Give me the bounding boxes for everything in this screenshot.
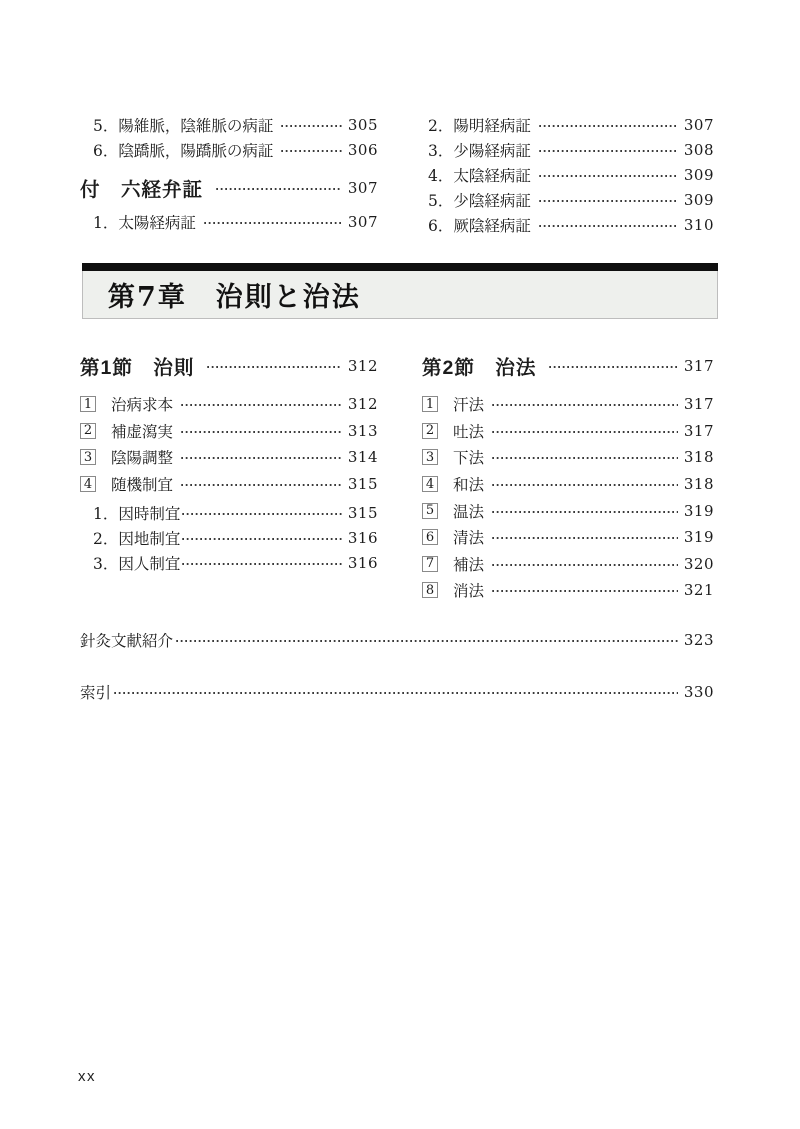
toc-row	[422, 471, 714, 498]
toc-page-number: 317	[683, 357, 714, 375]
toc-row	[80, 471, 378, 498]
toc-page-number: 305	[347, 115, 378, 134]
toc-page-number: 321	[683, 581, 714, 600]
toc-row	[422, 137, 714, 162]
dot-leader	[180, 478, 342, 490]
chapter-banner	[82, 263, 718, 319]
toc-upper-block	[80, 112, 714, 237]
item-number-box: 6	[422, 529, 438, 545]
toc-page-number: 316	[347, 528, 378, 547]
toc-entry-label: 1．因時制宜	[93, 504, 181, 523]
toc-row	[80, 682, 714, 702]
toc-row	[422, 444, 714, 471]
item-number-box: 3	[422, 449, 438, 465]
toc-page-number: 317	[683, 395, 714, 414]
dot-leader	[538, 219, 678, 231]
toc-page-number: 314	[347, 448, 378, 467]
dot-leader	[538, 119, 678, 131]
toc-page-number: 310	[683, 215, 714, 234]
toc-page-number: 330	[683, 683, 714, 701]
toc-bottom-entries	[80, 630, 714, 702]
toc-entry-label: 和法	[453, 476, 485, 495]
toc-page-number: 307	[347, 178, 378, 197]
toc-entry-label: 3．因人制宜	[93, 554, 181, 573]
toc-row	[80, 352, 378, 380]
item-number-box: 7	[422, 556, 438, 572]
toc-row	[422, 524, 714, 551]
toc-row	[422, 212, 714, 237]
toc-entry-label: 清法	[453, 529, 485, 548]
dot-leader	[491, 451, 678, 463]
chapter-top-bar	[82, 263, 718, 271]
toc-page-number: 318	[683, 448, 714, 467]
dot-leader	[491, 584, 678, 596]
toc-page-number: 320	[683, 554, 714, 573]
toc-page-number: 307	[347, 212, 378, 231]
toc-row	[422, 577, 714, 604]
toc-row	[422, 162, 714, 187]
dot-leader	[175, 634, 678, 646]
dot-leader	[538, 144, 678, 156]
toc-entry-label: 汗法	[453, 396, 485, 415]
toc-row	[80, 630, 714, 650]
item-number-box: 2	[80, 423, 96, 439]
toc-upper-right-column	[422, 112, 714, 237]
toc-page-number: 312	[347, 357, 378, 375]
dot-leader	[491, 531, 678, 543]
toc-entry-label: 2．因地制宜	[93, 529, 181, 548]
toc-entry-label: 補法	[453, 555, 485, 574]
dot-leader	[491, 398, 678, 410]
toc-page-number: 316	[347, 553, 378, 572]
item-number-box: 1	[422, 396, 438, 412]
toc-entry-label: 針灸文献紹介	[80, 632, 174, 650]
dot-leader	[491, 558, 678, 570]
toc-row	[422, 551, 714, 578]
toc-entry-label: 5．少陰経病証	[428, 191, 531, 210]
toc-sections-block	[80, 352, 714, 604]
toc-row	[80, 112, 378, 137]
toc-page-number: 312	[347, 395, 378, 414]
item-number-box: 1	[80, 396, 96, 412]
toc-row	[80, 418, 378, 445]
toc-row	[80, 391, 378, 418]
dot-leader	[181, 532, 341, 544]
toc-section-left-column	[80, 352, 378, 604]
dot-leader	[203, 216, 342, 228]
toc-row	[80, 500, 378, 525]
toc-entry-label: 第1節 治則	[80, 357, 195, 379]
item-number-box: 4	[80, 476, 96, 492]
toc-row	[422, 391, 714, 418]
toc-page-number: 323	[683, 631, 714, 649]
dot-leader	[113, 686, 678, 698]
dot-leader	[215, 182, 342, 194]
dot-leader	[538, 194, 678, 206]
dot-leader	[180, 425, 342, 437]
page-number-footer: xx	[78, 1068, 96, 1085]
toc-entry-label: 付 六経弁証	[80, 178, 204, 201]
toc-entry-label: 4．太陰経病証	[428, 166, 531, 185]
toc-entry-label: 1．太陽経病証	[93, 213, 196, 232]
dot-leader	[491, 478, 678, 490]
toc-section-right-column	[422, 352, 714, 604]
toc-page-number: 318	[683, 475, 714, 494]
dot-leader	[538, 169, 678, 181]
toc-upper-left-column	[80, 112, 378, 237]
toc-entry-label: 6．厥陰経病証	[428, 216, 531, 235]
toc-row	[80, 167, 378, 208]
chapter-title: 第7章 治則と治法	[108, 282, 361, 313]
toc-page-number: 306	[347, 140, 378, 159]
toc-page-number: 309	[683, 190, 714, 209]
toc-row	[422, 352, 714, 380]
toc-entry-label: 補虚瀉実	[111, 422, 174, 441]
chapter-title-box	[82, 271, 718, 319]
toc-entry-label: 5．陽維脈，陰維脈の病証	[93, 116, 274, 135]
toc-entry-label: 下法	[453, 449, 485, 468]
item-number-box: 3	[80, 449, 96, 465]
dot-leader	[180, 398, 342, 410]
toc-entry-label: 消法	[453, 582, 485, 601]
dot-leader	[180, 451, 342, 463]
dot-leader	[206, 360, 342, 372]
toc-page-number: 317	[683, 421, 714, 440]
toc-row	[422, 497, 714, 524]
dot-leader	[181, 557, 341, 569]
toc-entry-label: 索引	[80, 684, 112, 702]
dot-leader	[491, 505, 678, 517]
toc-entry-label: 第2節 治法	[422, 357, 537, 379]
toc-page-number: 309	[683, 165, 714, 184]
dot-leader	[548, 360, 678, 372]
toc-row	[422, 112, 714, 137]
toc-page-number: 308	[683, 140, 714, 159]
toc-row	[422, 187, 714, 212]
toc-page-number: 315	[347, 503, 378, 522]
toc-entry-label: 随機制宜	[111, 476, 174, 495]
dot-leader	[491, 425, 678, 437]
toc-entry-label: 治病求本	[111, 396, 174, 415]
item-number-box: 4	[422, 476, 438, 492]
item-number-box: 2	[422, 423, 438, 439]
dot-leader	[280, 144, 341, 156]
toc-entry-label: 陰陽調整	[111, 449, 174, 468]
toc-page-number: 319	[683, 528, 714, 547]
toc-entry-label: 2．陽明経病証	[428, 116, 531, 135]
toc-page-number: 313	[347, 421, 378, 440]
toc-entry-label: 温法	[453, 502, 485, 521]
toc-entry-label: 6．陰蹻脈，陽蹻脈の病証	[93, 141, 274, 160]
toc-row	[422, 418, 714, 445]
item-number-box: 5	[422, 503, 438, 519]
toc-entry-label: 吐法	[453, 422, 485, 441]
toc-row	[80, 137, 378, 162]
dot-leader	[280, 119, 341, 131]
toc-page-number: 307	[683, 115, 714, 134]
toc-page-number: 319	[683, 501, 714, 520]
toc-page-number: 315	[347, 475, 378, 494]
toc-row	[80, 444, 378, 471]
toc-entry-label: 3．少陽経病証	[428, 141, 531, 160]
toc-row	[80, 550, 378, 575]
item-number-box: 8	[422, 582, 438, 598]
toc-row	[80, 525, 378, 550]
dot-leader	[181, 507, 341, 519]
toc-row	[80, 209, 378, 234]
